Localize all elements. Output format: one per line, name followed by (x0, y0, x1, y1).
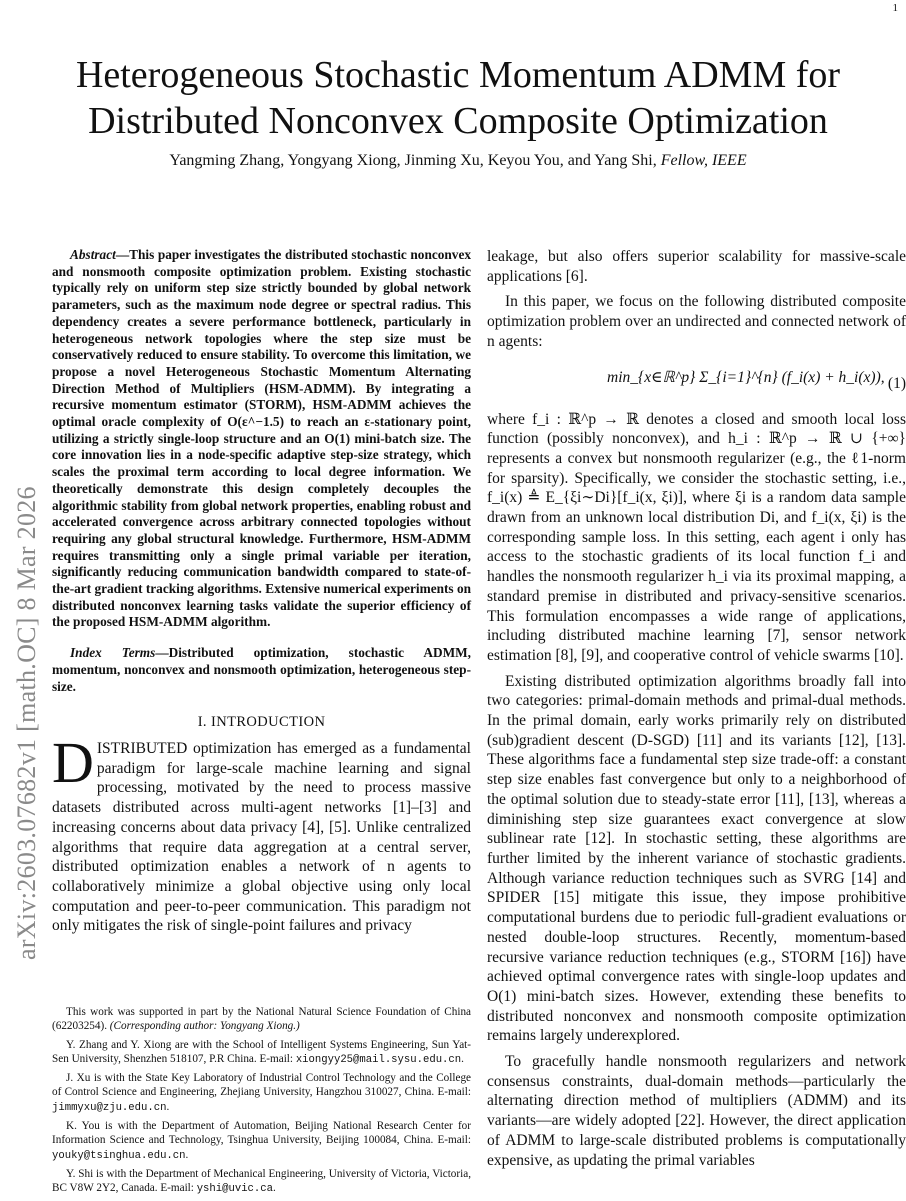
email-link-you[interactable]: youky@tsinghua.edu.cn (52, 1149, 186, 1162)
abstract-lead: Abstract (70, 247, 116, 262)
footnote-you-text: K. You is with the Department of Automation, Beijing National Research Center for Information Science and Technology, Tsinghua University, Beijing 100084, China. E-mail: (52, 1120, 471, 1147)
email-link-xu[interactable]: jimmyxu@zju.edu.cn (52, 1101, 167, 1114)
title-line-2: Distributed Nonconvex Composite Optimization (88, 100, 828, 142)
left-column (52, 247, 471, 936)
equation-1 (487, 362, 906, 406)
author-list (60, 152, 856, 170)
footnote-corresponding-author: (Corresponding author: Yongyang Xiong.) (109, 1020, 300, 1033)
abstract (52, 247, 471, 631)
right-paragraph-4: To gracefully handle nonsmooth regularizers and network consensus constraints, dual-domain methods—particularly the alternating direction method of multipliers (ADMM) and its variants—are widely adopted [22]. However, the direct application of ADMM to large-scale distributed problems is computationally expensive, as updating the primal variables (487, 1053, 906, 1169)
right-paragraph-1: In this paper, we focus on the following distributed composite optimization problem over an undirected and connected network of n agents: (487, 293, 906, 350)
email-link-shi[interactable]: yshi@uvic.ca (196, 1183, 273, 1196)
footnote-xu-text: J. Xu is with the State Key Laboratory of Industrial Control Technology and the College of Control Science and Engineering, Zhejiang University, Hangzhou 310027, China. E-mail: (52, 1072, 471, 1099)
equation-body: min_{x∈ℝ^p} Σ_{i=1}^{n} (f_i(x) + h_i(x)), (607, 368, 885, 386)
index-terms-body: —Distributed optimization, stochastic ADMM, momentum, nonconvex and nonsmooth optimization, heterogeneous step-size. (52, 645, 471, 694)
footnotes (52, 1005, 471, 1201)
intro-paragraph-text: ISTRIBUTED optimization has emerged as a fundamental paradigm for large-scale machine learning and signal processing, motivated by the need to process massive datasets distributed across multi-agent networks [1]–[3] and increasing concerns about data privacy [4], [5]. Unlike centralized algorithms that require data aggregation at a central server, distributed optimization enables a network of n agents to collaboratively minimize a global objective using only local computation and peer-to-peer communication. This paradigm not only mitigates the risk of single-point failures and privacy (52, 739, 471, 935)
equation-number: (1) (887, 374, 906, 392)
right-paragraph-2: where f_i : ℝ^p → ℝ denotes a closed and smooth local loss function (possibly nonconvex), and h_i : ℝ^p → ℝ ∪ {+∞} represents a convex but nonsmooth regularizer (e.g., the ℓ1-norm for sparsity). Specifically, we consider the stochastic setting, i.e., f_i(x) ≜ E_{ξi∼Di}[f_i(x, ξi)], where ξi is a random data sample drawn from an unknown local distribution Di, and f_i(x, ξi) is the corresponding sample loss. In this setting, each agent i only has access to the stochastic gradients of its local function f_i and handles the nonsmooth regularizer h_i via its proximal mapping, a standard premise in distributed and privacy-sensitive scenarios. This formulation encompasses a wide range of applications, including distributed machine learning [7], sensor network estimation [8], [9], and cooperative control of vehicle swarms [10]. (487, 410, 906, 664)
footnote-zhang-xiong-text: Y. Zhang and Y. Xiong are with the School of Intelligent Systems Engineering, Sun Yat-Sen University, Shenzhen 518107, P.R China. E-mail: (52, 1038, 471, 1065)
section-heading-introduction: I. INTRODUCTION (197, 714, 326, 731)
index-terms (52, 645, 471, 695)
paper-title (40, 52, 876, 144)
footnote-shi: Y. Shi is with the Department of Mechanical Engineering, University of Victoria, Victoria, BC V8W 2Y2, Canada. E-mail: yshi@uvic.ca. (52, 1167, 471, 1196)
email-link-xiong[interactable]: xiongyy25@mail.sysu.edu.cn (295, 1053, 462, 1066)
right-paragraph-0: leakage, but also offers superior scalability for massive-scale applications [6]. (487, 248, 906, 285)
footnote-support (52, 1005, 471, 1034)
page-number: 1 (892, 2, 898, 14)
footnote-xu: J. Xu is with the State Key Laboratory of Industrial Control Technology and the College of Control Science and Engineering, Zhejiang University, Hangzhou 310027, China. E-mail: jimmyxu@zju.edu.cn. (52, 1072, 471, 1114)
arxiv-stamp: arXiv:2603.07682v1 [math.OC] 8 Mar 2026 (12, 486, 41, 960)
footnote-zhang-xiong: Y. Zhang and Y. Xiong are with the School of Intelligent Systems Engineering, Sun Yat-Sen University, Shenzhen 518107, P.R China. E-mail: xiongyy25@mail.sysu.edu.cn. (52, 1038, 471, 1066)
authors-names: Yangming Zhang, Yongyang Xiong, Jinming Xu, Keyou You, and Yang Shi, (169, 152, 657, 169)
abstract-body: —This paper investigates the distributed stochastic nonconvex and nonsmooth composite optimization problem. Existing stochastic typically rely on uniform step size strictly bounded by global network parameters, such as the maximum node degree or spectral radius. This dependency creates a severe performance bottleneck, particularly in heterogeneous network topologies where the step size must be conservatively reduced to ensure stability. To overcome this limitation, we propose a novel Heterogeneous Stochastic Momentum Alternating Direction Method of Multipliers (HSM-ADMM). By integrating a recursive momentum estimator (STORM), HSM-ADMM achieves the optimal oracle complexity of O(ε^−1.5) to reach an ε-stationary point, utilizing a strictly single-loop structure and an O(1) mini-batch size. The core innovation lies in a node-specific adaptive step-size strategy, which scales the proximal term according to local degree information. We theoretically demonstrate this design completely decouples the algorithmic stability from global network properties, enabling robust and accelerated convergence across arbitrary connected topologies without requiring any global structural knowledge. Furthermore, HSM-ADMM requires transmitting only a single primal variable per iteration, significantly reducing communication bandwidth compared to state-of-the-art gradient tracking algorithms. Extensive numerical experiments on distributed nonconvex learning tasks validate the superior efficiency of the proposed HSM-ADMM algorithm. (52, 247, 471, 630)
drop-cap: D (52, 729, 94, 795)
authors-fellow: Fellow, IEEE (660, 152, 747, 169)
index-terms-lead: Index Terms (70, 645, 156, 661)
title-line-1: Heterogeneous Stochastic Momentum ADMM for (75, 54, 841, 96)
intro-paragraph (52, 729, 471, 936)
footnote-shi-text: Y. Shi is with the Department of Mechanical Engineering, University of Victoria, Victoria, BC V8W 2Y2, Canada. E-mail: (52, 1167, 471, 1195)
right-column (487, 247, 906, 1170)
footnote-support-text: This work was supported in part by the National Natural Science Foundation of China (62203254). (52, 1006, 471, 1033)
right-paragraph-3: Existing distributed optimization algorithms broadly fall into two categories: primal-domain methods and primal-dual methods. In the primal domain, early works primarily rely on distributed (sub)gradient descent (D-SGD) [11] and its variants [12], [13]. These algorithms face a fundamental step size trade-off: a constant step size enables fast convergence but only to a neighborhood of the optimal solution due to steady-state error [11], [13], whereas a diminishing step size guarantees exact convergence at slow sublinear rate [12]. In stochastic setting, these algorithms are further limited by the inherent variance of stochastic gradients. Although variance reduction techniques such as SVRG [14] and SPIDER [15] mitigate this issue, they impose prohibitive computational burdens due to periodic full-gradient evaluations or nested double-loop structures. Recently, momentum-based recursive variance reduction techniques (e.g., STORM [16]) have achieved optimal convergence rates with single-loop updates and O(1) mini-batch sizes. However, extending these benefits to distributed nonconvex and nonsmooth composite optimization remains largely underexplored. (487, 672, 906, 1045)
footnote-you: K. You is with the Department of Automation, Beijing National Research Center for Information Science and Technology, Tsinghua University, Beijing 100084, China. E-mail: youky@tsinghua.edu.cn. (52, 1120, 471, 1162)
